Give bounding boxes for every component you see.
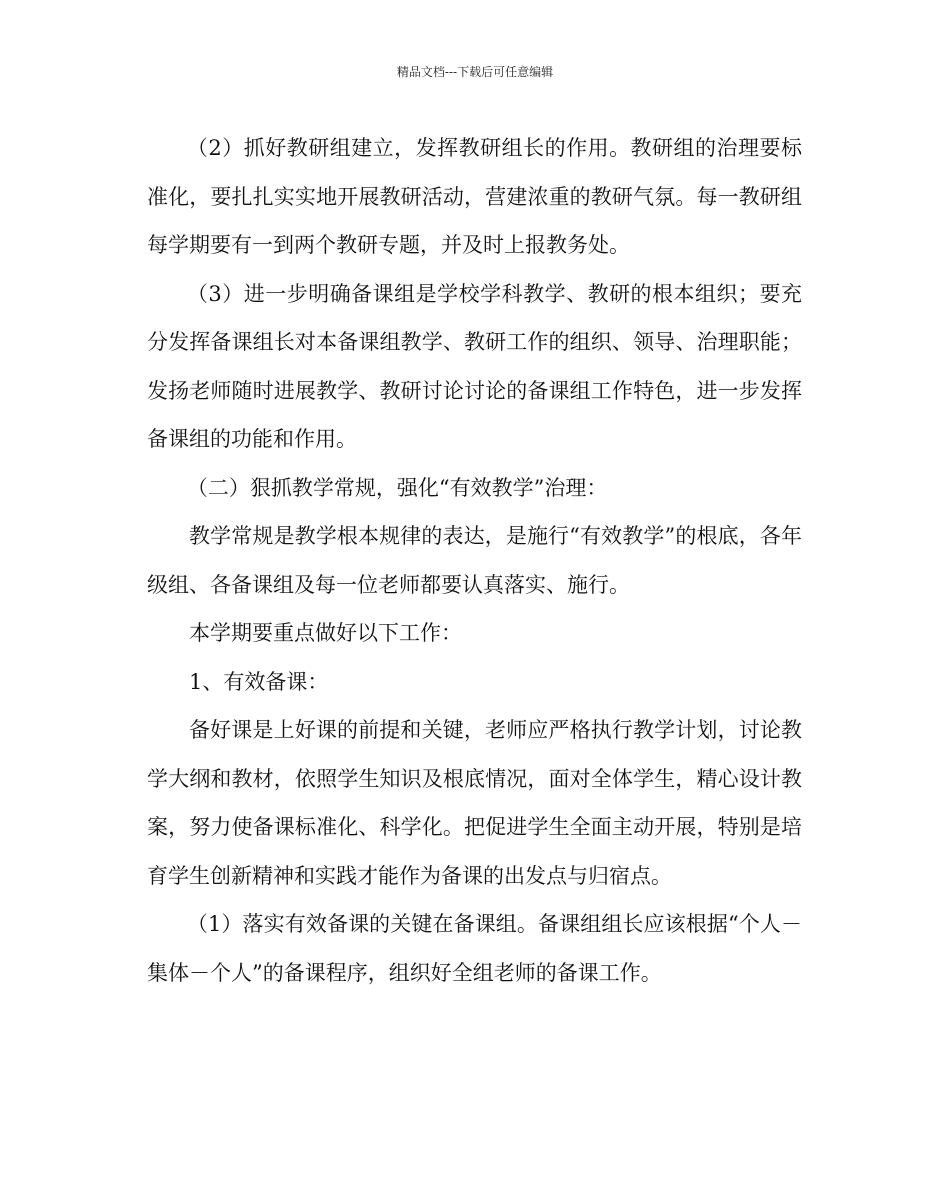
paragraph-effective-prep-heading: 1、有效备课： [189,669,329,694]
paragraph-prep-implementation: （1）落实有效备课的关键在备课组。备课组组长应该根据“个人－集体－个人”的备课程序，组织好全组老师的备课工作。 [147,912,802,985]
page-header: 精品文档---下载后可任意编辑 [396,65,554,79]
paragraph-key-work: 本学期要重点做好以下工作： [189,621,462,645]
paragraph-lesson-prep-group: （3）进一步明确备课组是学校学科教学、教研的根本组织；要充分发挥备课组长对本备课组教学、教研工作的组织、领导、治理职能；发扬老师随时进展教学、教研讨论讨论的备课组工作特色，进一步发挥备课组的功能和作用。 [147,281,802,451]
paragraph-section-heading: （二）狠抓教学常规，强化“有效教学”治理： [186,475,608,500]
document-body [147,124,802,997]
paragraph-teaching-routine: 教学常规是教学根本规律的表达，是施行“有效教学”的根底，各年级组、各备课组及每一位老师都要认真落实、施行。 [147,524,802,597]
paragraph-prep-description: 备好课是上好课的前提和关键，老师应严格执行教学计划，讨论教学大纲和教材，依照学生知识及根底情况，面对全体学生，精心设计教案，努力使备课标准化、科学化。把促进学生全面主动开展，特别是培育学生创新精神和实践才能作为备课的出发点与归宿点。 [147,718,802,888]
paragraph-teaching-group: （2）抓好教研组建立，发挥教研组长的作用。教研组的治理要标准化，要扎扎实实地开展教研活动，营建浓重的教研气氛。每一教研组每学期要有一到两个教研专题，并及时上报教务处。 [147,136,802,257]
